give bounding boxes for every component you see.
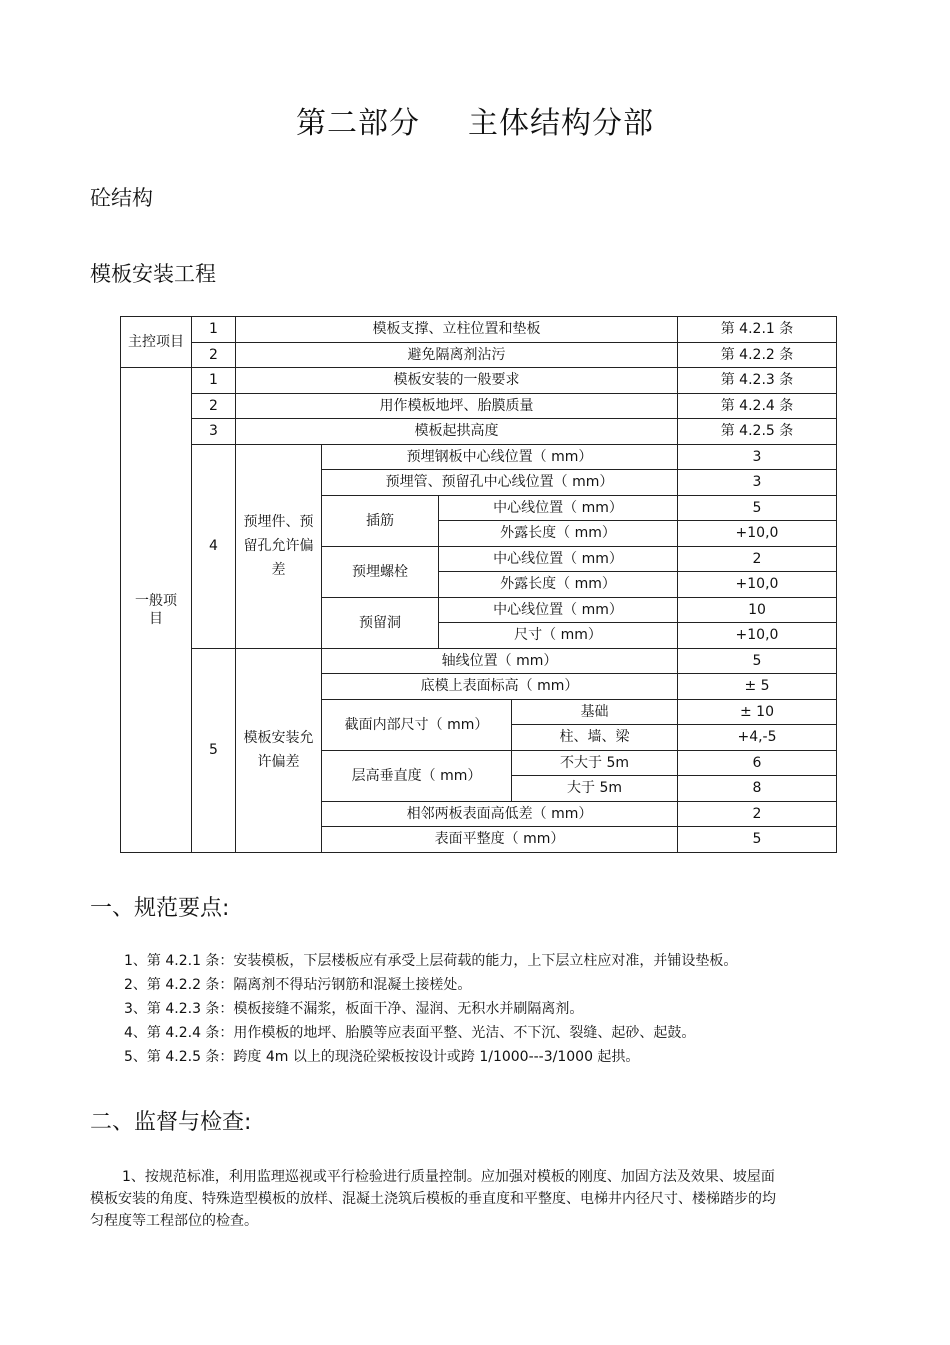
list-item: 5、第 4.2.5 条：跨度 4m 以上的现浇砼梁板按设计或跨 1/1000---3/1000 起拱。	[124, 1049, 640, 1065]
list-item: 3、第 4.2.3 条：模板接缝不漏浆，板面干净、湿润、无积水并刷隔离剂。	[124, 1001, 584, 1017]
supervision-paragraph: 1、按规范标准，利用监理巡视或平行检验进行质量控制。应加强对模板的刚度、加固方法及效果、坡屋面模板安装的角度、特殊造型模板的放样、混凝土浇筑后模板的垂直度和平整度、电梯井内径尺寸、楼梯踏步的均匀程度等工程部位的检查。	[90, 1169, 776, 1229]
page-title	[0, 98, 950, 142]
row-value: ± 10	[678, 699, 837, 725]
table-row	[121, 317, 837, 343]
points-heading: 一、规范要点:	[90, 896, 230, 921]
row-value: +10,0	[678, 521, 837, 547]
group-label: 模板安装允许偏差	[236, 648, 322, 852]
row-text: 中心线位置（ mm）	[439, 546, 678, 572]
item-number: 1	[192, 317, 236, 343]
item-ref: 第 4.2.1 条	[678, 317, 837, 343]
item-text: 用作模板地坪、胎膜质量	[236, 393, 678, 419]
item-number: 2	[192, 342, 236, 368]
table-row	[121, 368, 837, 394]
subsection-heading: 模板安装工程	[90, 262, 216, 286]
row-value: ± 5	[678, 674, 837, 700]
item-number: 3	[192, 419, 236, 445]
row-text: 底模上表面标高（ mm）	[322, 674, 678, 700]
sub-label: 层高垂直度（ mm）	[322, 750, 512, 801]
list-item: 4、第 4.2.4 条：用作模板的地坪、胎膜等应表面平整、光洁、不下沉、裂缝、起砂、起鼓。	[124, 1025, 696, 1041]
item-ref: 第 4.2.5 条	[678, 419, 837, 445]
item-ref: 第 4.2.2 条	[678, 342, 837, 368]
row-text: 预埋钢板中心线位置（ mm）	[322, 444, 678, 470]
sub-label: 预埋螺栓	[322, 546, 439, 597]
row-text: 基础	[512, 699, 678, 725]
item-ref: 第 4.2.3 条	[678, 368, 837, 394]
sub-label: 截面内部尺寸（ mm）	[322, 699, 512, 750]
row-value: 8	[678, 776, 837, 802]
row-text: 轴线位置（ mm）	[322, 648, 678, 674]
item-text: 模板安装的一般要求	[236, 368, 678, 394]
row-text: 大于 5m	[512, 776, 678, 802]
general-items-label: 一般项目	[121, 368, 192, 853]
sub-label: 预留洞	[322, 597, 439, 648]
table-row	[121, 393, 837, 419]
main-items-label: 主控项目	[121, 317, 192, 368]
row-text: 相邻两板表面高低差（ mm）	[322, 801, 678, 827]
row-text: 不大于 5m	[512, 750, 678, 776]
row-value: 2	[678, 801, 837, 827]
row-value: 5	[678, 648, 837, 674]
row-value: 3	[678, 444, 837, 470]
list-item: 1、第 4.2.1 条：安装模板，下层楼板应有承受上层荷载的能力，上下层立柱应对准，并铺设垫板。	[124, 953, 738, 969]
row-value: 6	[678, 750, 837, 776]
table-row	[121, 648, 837, 674]
item-text: 模板起拱高度	[236, 419, 678, 445]
item-text: 避免隔离剂沾污	[236, 342, 678, 368]
section-heading: 砼结构	[90, 186, 153, 210]
item-number: 1	[192, 368, 236, 394]
row-text: 预埋管、预留孔中心线位置（ mm）	[322, 470, 678, 496]
row-value: 5	[678, 827, 837, 853]
table-row	[121, 342, 837, 368]
list-item: 2、第 4.2.2 条：隔离剂不得玷污钢筋和混凝土接槎处。	[124, 977, 472, 993]
title-name: 主体结构分部	[468, 106, 654, 141]
table-row	[121, 444, 837, 470]
item-text: 模板支撑、立柱位置和垫板	[236, 317, 678, 343]
row-value: 2	[678, 546, 837, 572]
row-value: +10,0	[678, 623, 837, 649]
item-number: 4	[192, 444, 236, 648]
row-value: 3	[678, 470, 837, 496]
row-text: 尺寸（ mm）	[439, 623, 678, 649]
row-text: 外露长度（ mm）	[439, 521, 678, 547]
row-value: +10,0	[678, 572, 837, 598]
sub-label: 插筋	[322, 495, 439, 546]
row-text: 外露长度（ mm）	[439, 572, 678, 598]
row-value: +4,-5	[678, 725, 837, 751]
row-text: 柱、墙、梁	[512, 725, 678, 751]
inspection-table	[120, 316, 837, 853]
supervision-heading: 二、监督与检查:	[90, 1110, 252, 1135]
item-number: 2	[192, 393, 236, 419]
row-value: 5	[678, 495, 837, 521]
item-number: 5	[192, 648, 236, 852]
row-text: 中心线位置（ mm）	[439, 597, 678, 623]
row-text: 表面平整度（ mm）	[322, 827, 678, 853]
group-label: 预埋件、预留孔允许偏差	[236, 444, 322, 648]
row-value: 10	[678, 597, 837, 623]
table-row	[121, 419, 837, 445]
item-ref: 第 4.2.4 条	[678, 393, 837, 419]
row-text: 中心线位置（ mm）	[439, 495, 678, 521]
title-part: 第二部分	[296, 106, 420, 141]
points-list	[124, 949, 884, 1069]
